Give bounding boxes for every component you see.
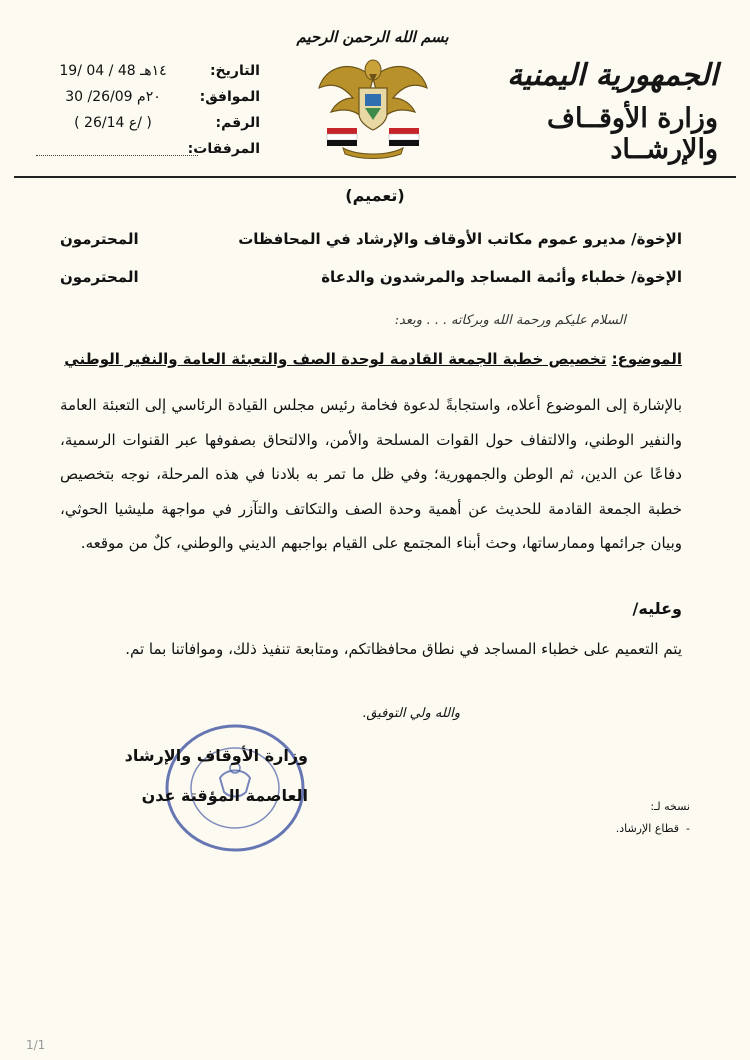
reference-row bbox=[28, 110, 260, 136]
corresponding-label: الموافق: bbox=[199, 89, 260, 105]
reference-value: ( ع 26/14/ ) bbox=[74, 115, 152, 131]
addressee-to: الإخوة/ خطباء وأئمة المساجد والمرشدون والدعاة bbox=[321, 268, 682, 286]
ministry-name: وزارة الأوقــاف والإرشــاد bbox=[546, 103, 718, 165]
copy-to-label: نسخه لـ: bbox=[650, 800, 690, 813]
letter-metadata bbox=[28, 58, 260, 162]
letterhead-emblem bbox=[285, 28, 460, 164]
addressee-honorific: المحترمون bbox=[60, 230, 139, 248]
signature-location: العاصمة المؤقتة عدن bbox=[141, 786, 308, 805]
attachments-blank bbox=[36, 143, 198, 156]
date-label: التاريخ: bbox=[209, 63, 260, 79]
date-row bbox=[28, 58, 260, 84]
addressee-to: الإخوة/ مديرو عموم مكاتب الأوقاف والإرشاد في المحافظات bbox=[238, 230, 682, 248]
signature-block bbox=[68, 736, 308, 816]
copy-to-item: - قطاع الإرشاد. bbox=[615, 822, 690, 835]
reference-label: الرقم: bbox=[215, 115, 260, 131]
yemen-eagle-emblem-icon bbox=[313, 48, 433, 160]
subject-line bbox=[64, 350, 682, 368]
instruction-paragraph: يتم التعميم على خطباء المساجد في نطاق محافظاتكم، ومتابعة تنفيذ ذلك، وموافاتنا بما تم. bbox=[125, 640, 682, 658]
subject-label: الموضوع: bbox=[611, 350, 682, 368]
addressee-honorific: المحترمون bbox=[60, 268, 139, 286]
flag-right bbox=[389, 128, 419, 146]
body-paragraph: بالإشارة إلى الموضوع أعلاه، واستجابةً لدعوة فخامة رئيس مجلس القيادة الرئاسي إلى التعبئة العامة والنفير الوطني، والالتفاف حول القوات المسلحة والأمن، والالتحاق بصفوفها عبر القنوات الرسمية، دفاعًا عن الدين، ثم الوطن والجمهورية؛ وفي ظل ما تمر به بلادنا في هذه المرحلة، نوجه بتخصيص خطبة الجمعة القادمة للحديث عن أهمية وحدة الصف والتكاتف والتآزر في مواجهة مليشيا الحوثي، وبيان جرائمها وممارساتها، وحث أبناء المجتمع على القيام بواجبهم الديني والوطني، كلٌ من موقعه. bbox=[60, 396, 682, 552]
basmala: بسم الله الرحمن الرحيم bbox=[296, 28, 449, 46]
therefore-heading: وعليه/ bbox=[632, 599, 682, 618]
addressee-line bbox=[60, 268, 682, 286]
attachments-label: المرفقات: bbox=[187, 141, 260, 157]
republic-name: الجمهورية اليمنية bbox=[507, 58, 718, 93]
subject-text: تخصيص خطبة الجمعة القادمة لوحدة الصف والتعبئة العامة والنفير الوطني bbox=[64, 350, 607, 368]
page-number: 1/1 bbox=[26, 1038, 46, 1052]
letterhead-title bbox=[448, 58, 718, 165]
closing-line: والله ولي التوفيق. bbox=[362, 706, 460, 721]
flag-left bbox=[327, 128, 357, 146]
corresponding-date-row bbox=[28, 84, 260, 110]
greeting: السلام عليكم ورحمة الله وبركاته . . . وبعد: bbox=[394, 313, 626, 328]
copy-to-block bbox=[560, 796, 690, 840]
attachments-row bbox=[28, 136, 260, 162]
header-divider bbox=[14, 176, 736, 178]
circular-title: (تعميم) bbox=[345, 186, 405, 205]
corresponding-value: ٢٠م 26/09/ 30 bbox=[65, 89, 161, 105]
addressee-line bbox=[60, 230, 682, 248]
date-value: ١٤هـ 48 / 04 /19 bbox=[59, 63, 167, 79]
signature-ministry: وزارة الأوقاف والإرشاد bbox=[124, 746, 308, 765]
